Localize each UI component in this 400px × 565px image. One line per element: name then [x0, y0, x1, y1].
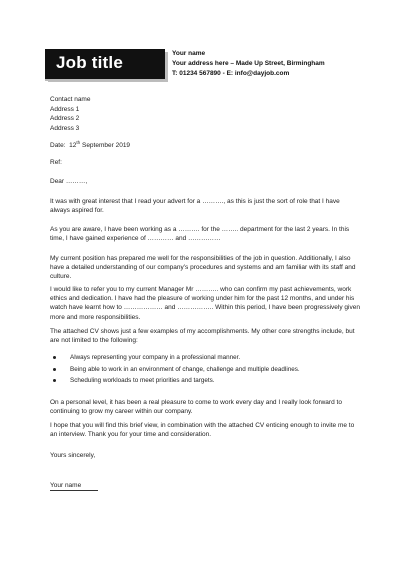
- paragraph-2: As you are aware, I have been working as a ………. for the …….. department for the last 2 years. In this time, I have gained experience of ………… and ……………: [50, 226, 350, 243]
- ref-line: Ref:: [50, 159, 62, 166]
- sender-info: [172, 49, 325, 79]
- list-item: [50, 375, 350, 387]
- sender-contact: T: 01234 567890 - E: info@dayjob.com: [172, 70, 290, 77]
- bullet-icon: [53, 368, 56, 371]
- title-underline: [45, 79, 163, 81]
- list-item: [50, 364, 350, 376]
- job-title-banner: [45, 49, 165, 79]
- recipient-block: [50, 95, 360, 133]
- salutation: Dear ………,: [50, 178, 88, 185]
- date-suffix: th: [76, 139, 81, 145]
- paragraph-4: I would like to refer you to my current Manager Mr ……….. who can confirm my past achievements, work ethics and dedication. I have had the pleasure of working under him for the past 12 months, and under his watch have learnt how to ……………… and …………….. Within this period, I have been progressively given more and more responsibilities.: [50, 286, 360, 321]
- recipient-address-3: Address 3: [50, 124, 80, 132]
- job-title-text: Job title: [56, 53, 123, 72]
- closing-line: Yours sincerely,: [50, 452, 96, 459]
- signature-name: Your name: [50, 482, 82, 489]
- recipient-contact-name: Contact name: [50, 96, 91, 103]
- signature-underline: [50, 490, 98, 491]
- recipient-address-2: Address 2: [50, 115, 80, 122]
- paragraph-5: The attached CV shows just a few examples of my accomplishments. My other core strengths include, but are not limited to the following:: [50, 328, 355, 345]
- date-day: 12: [69, 142, 77, 149]
- letter-date: [50, 141, 360, 150]
- paragraph-3: My current position has prepared me well for the responsibilities of the job in question. Additionally, I also have a detailed understanding of our company’s procedures and systems and am familiar with its staff and culture.: [50, 255, 356, 281]
- list-item-text: Being able to work in an environment of change, challenge and multiple deadlines.: [70, 365, 300, 373]
- paragraph-7: I hope that you will find this brief view, in combination with the attached CV enticing enough to invite me to an interview. Thank you for your time and consideration.: [50, 422, 355, 439]
- strengths-list: [50, 352, 350, 387]
- paragraph-6: On a personal level, it has been a real pleasure to come to work every day and I really look forward to continuing to grow my career within our company.: [50, 399, 342, 416]
- list-item-text: Always representing your company in a professional manner.: [70, 354, 241, 361]
- sender-name: Your name: [172, 50, 206, 57]
- list-item-text: Scheduling workloads to meet priorities and targets.: [70, 377, 215, 384]
- recipient-address-1: Address 1: [50, 105, 80, 113]
- paragraph-1: It was with great interest that I read your advert for a ………., as this is just the sort of role that I have always aspired for.: [50, 198, 340, 215]
- list-item: [50, 352, 350, 364]
- sender-address: Your address here – Made Up Street, Birmingham: [172, 60, 325, 67]
- date-rest: September 2019: [81, 142, 131, 149]
- date-label: Date:: [50, 142, 66, 149]
- bullet-icon: [53, 379, 56, 382]
- bullet-icon: [53, 356, 56, 359]
